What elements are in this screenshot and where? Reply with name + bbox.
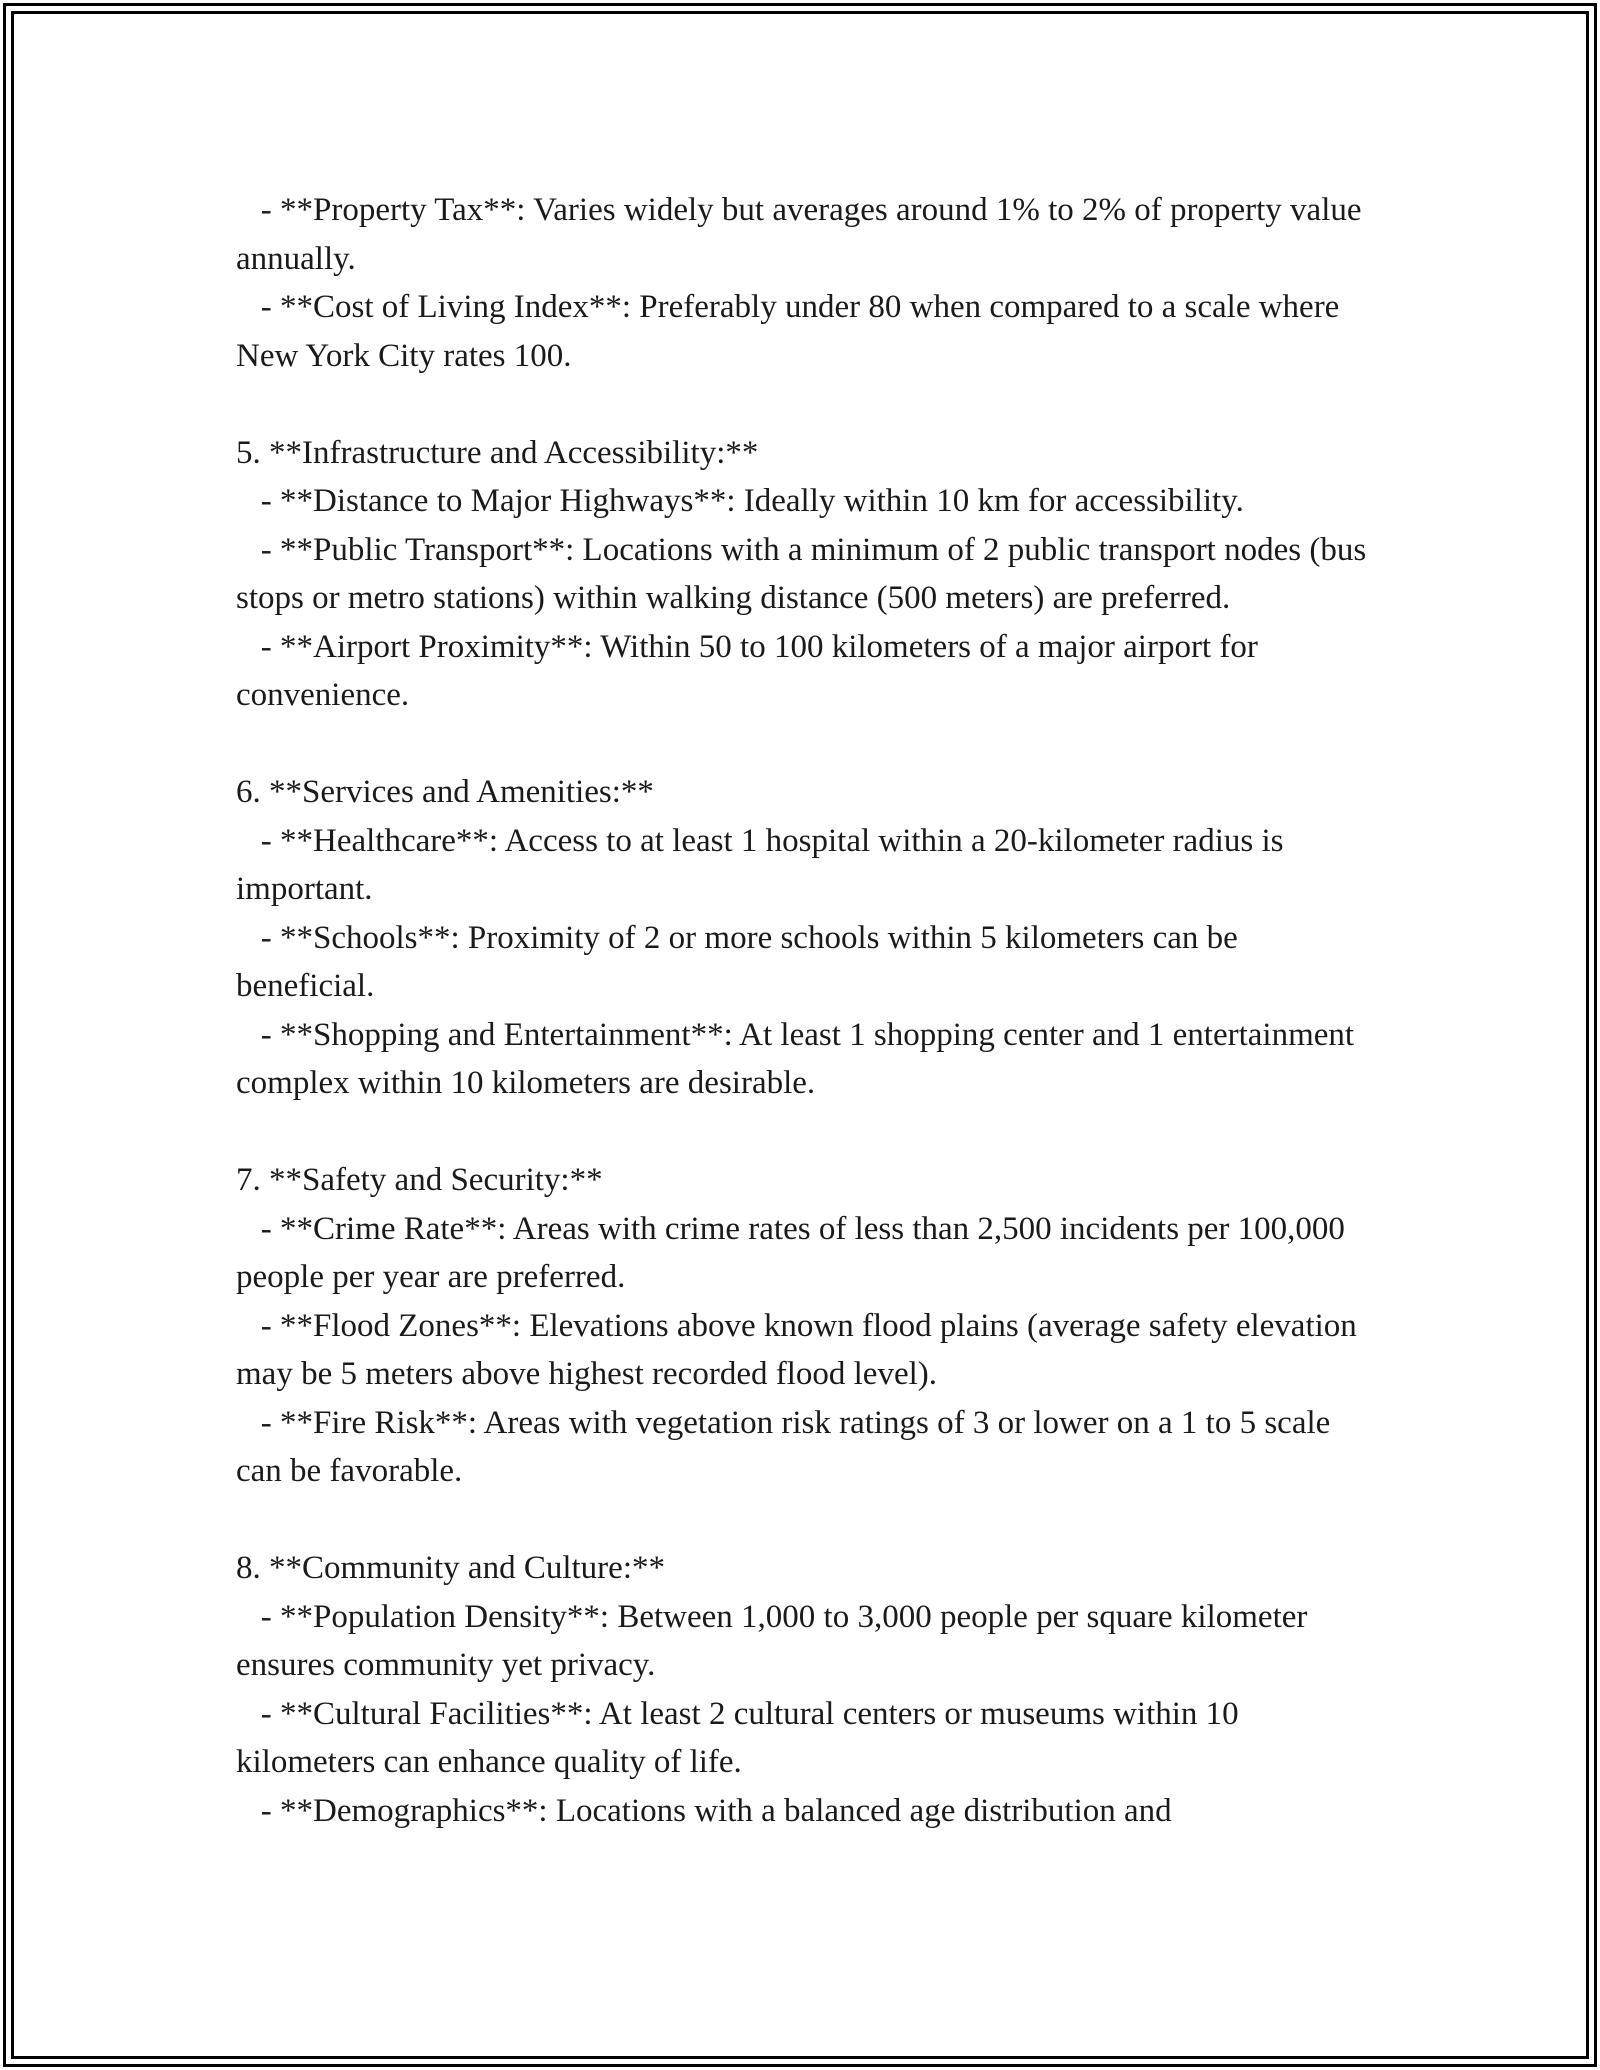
population-density-item: - **Population Density**: Between 1,000 to 3,000 people per square kilometer ensures community yet privacy. xyxy=(236,1598,1316,1683)
section-heading-community: 8. **Community and Culture:** xyxy=(236,1550,665,1586)
flood-zones-item: - **Flood Zones**: Elevations above known flood plains (average safety elevation may be 5 meters above highest recorded flood level). xyxy=(236,1307,1366,1392)
document-body xyxy=(236,186,1376,1835)
crime-rate-item: - **Crime Rate**: Areas with crime rates of less than 2,500 incidents per 100,000 people per year are preferred. xyxy=(236,1210,1354,1295)
schools-item: - **Schools**: Proximity of 2 or more schools within 5 kilometers can be beneficial. xyxy=(236,919,1247,1004)
cultural-facilities-item: - **Cultural Facilities**: At least 2 cultural centers or museums within 10 kilometers can enhance quality of life. xyxy=(236,1695,1247,1780)
public-transport-item: - **Public Transport**: Locations with a minimum of 2 public transport nodes (bus stops or metro stations) within walking distance (500 meters) are preferred. xyxy=(236,531,1375,616)
section-heading-services: 6. **Services and Amenities:** xyxy=(236,774,654,810)
section-heading-safety: 7. **Safety and Security:** xyxy=(236,1162,603,1198)
fire-risk-item: - **Fire Risk**: Areas with vegetation risk ratings of 3 or lower on a 1 to 5 scale can be favorable. xyxy=(236,1404,1339,1489)
healthcare-item: - **Healthcare**: Access to at least 1 hospital within a 20-kilometer radius is important. xyxy=(236,822,1292,907)
paragraph-gap xyxy=(236,380,1376,429)
paragraph-gap xyxy=(236,1496,1376,1545)
section-heading-infrastructure: 5. **Infrastructure and Accessibility:** xyxy=(236,434,759,471)
airport-proximity-item: - **Airport Proximity**: Within 50 to 100 kilometers of a major airport for convenience. xyxy=(236,628,1267,713)
highways-item: - **Distance to Major Highways**: Ideally within 10 km for accessibility. xyxy=(236,483,1244,519)
shopping-item: - **Shopping and Entertainment**: At least 1 shopping center and 1 entertainment complex within 10 kilometers are desirable. xyxy=(236,1016,1363,1101)
paragraph-gap xyxy=(236,720,1376,769)
demographics-item: - **Demographics**: Locations with a balanced age distribution and xyxy=(236,1792,1172,1829)
property-tax-item: - **Property Tax**: Varies widely but averages around 1% to 2% of property value annually. xyxy=(236,192,1370,277)
paragraph-gap xyxy=(236,1108,1376,1157)
cost-of-living-item: - **Cost of Living Index**: Preferably under 80 when compared to a scale where New York City rates 100. xyxy=(236,289,1348,374)
